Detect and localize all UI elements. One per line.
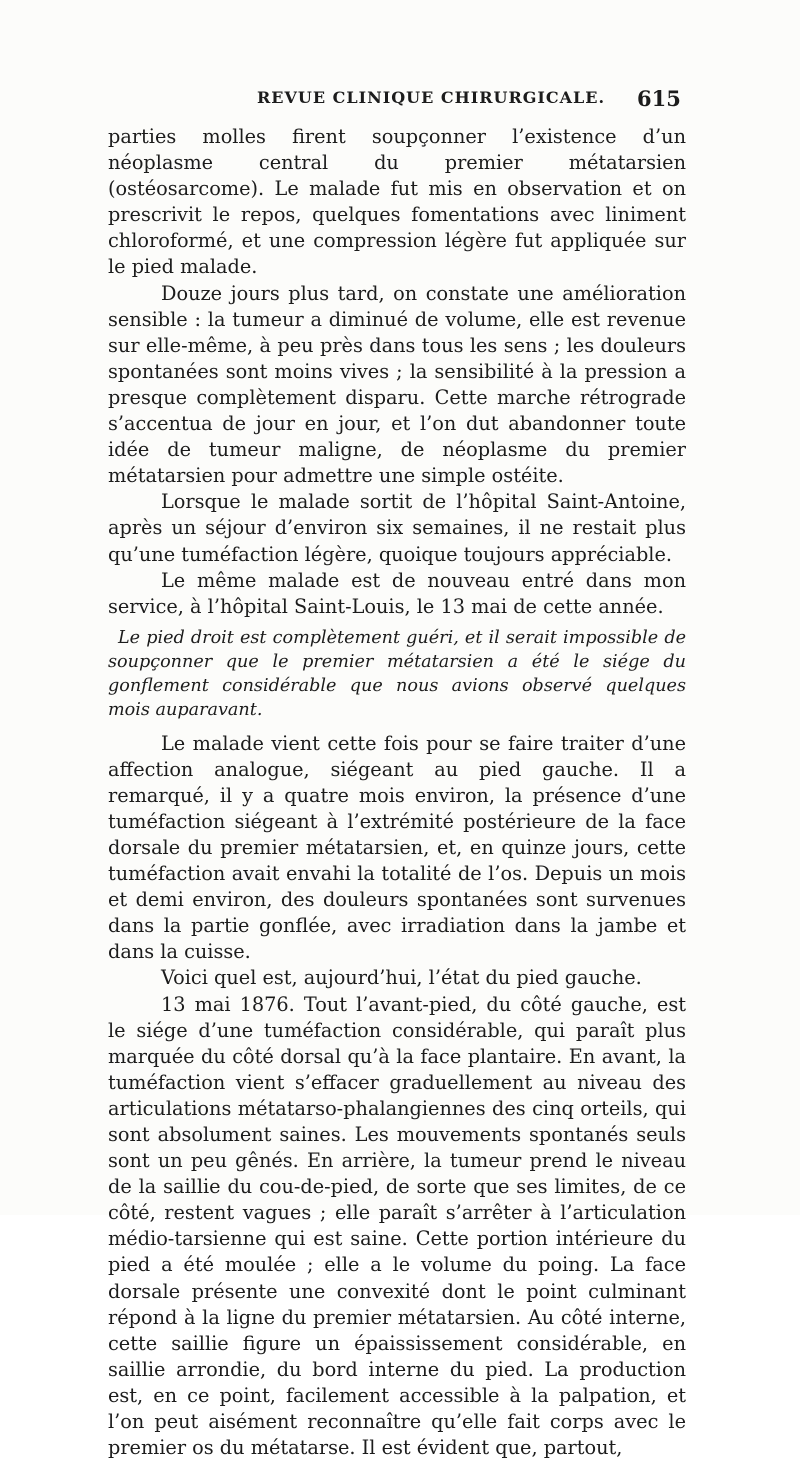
page-number: 615 [637, 86, 681, 111]
paragraph-italic-note: Le pied droit est complètement guéri, et il serait impossible de soupçonner que le premier métatarsien a été le siége du gonflement considérable que nous avions observé quelques mois auparavant. [108, 627, 686, 721]
paragraph-13-mai: 13 mai 1876. Tout l’avant-pied, du côté gauche, est le siége d’une tuméfaction considérable, qui paraît plus marquée du côté dorsal qu’à la face plantaire. En avant, la tuméfaction vient s’effacer graduellement au niveau des articulations métatarso-phalangiennes des cinq orteils, qui sont absolument saines. Les mouvements spontanés seuls sont un peu gênés. En arrière, la tumeur prend le niveau de la saillie du cou-de-pied, de sorte que ses limites, de ce côté, restent vagues ; elle paraît s’arrêter à l’articulation médio-tarsienne qui est saine. Cette portion intérieure du pied a été moulée ; elle a le volume du poing. La face dorsale présente une convexité dont le point culminant répond à la ligne du premier métatarsien. Au côté interne, cette saillie figure un épaississement considérable, en saillie arrondie, du bord interne du pied. La production est, en ce point, facilement accessible à la palpation, et l’on peut aisément reconnaître qu’elle fait corps avec le premier os du métatarse. Il est évident que, partout, [108, 992, 686, 1460]
running-title: REVUE CLINIQUE CHIRURGICALE. [257, 88, 606, 107]
paragraph-le-meme-malade: Le même malade est de nouveau entré dans mon service, à l’hôpital Saint-Louis, le 13 mai de cette année. [108, 568, 686, 618]
paragraph-voici: Voici quel est, aujourd’hui, l’état du pied gauche. [161, 966, 642, 990]
paragraph-le-malade-vient: Le malade vient cette fois pour se faire traiter d’une affection analogue, siégeant au pied gauche. Il a remarqué, il y a quatre mois environ, la présence d’une tuméfaction siégeant à l’extrémité postérieure de la face dorsale du premier métatarsien, et, en quinze jours, cette tuméfaction avait envahi la totalité de l’os. Depuis un mois et demi environ, des douleurs spontanées sont survenues dans la partie gonflée, avec irradiation dans la jambe et dans la cuisse. [108, 731, 686, 964]
paragraph-continuation: parties molles firent soupçonner l’existence d’un néoplasme central du premier métatarsien (ostéosarcome). Le malade fut mis en observation et on prescrivit le repos, quelques fomentations avec liniment chloroformé, et une compression légère fut appliquée sur le pied malade. [108, 125, 686, 279]
page-header [0, 88, 800, 114]
paragraph-douze-jours: Douze jours plus tard, on constate une amélioration sensible : la tumeur a diminué de volume, elle est revenue sur elle-même, à peu près dans tous les sens ; les douleurs spontanées sont moins vives ; la sensibilité à la pression a presque complètement disparu. Cette marche rétrograde s’accentua de jour en jour, et l’on dut abandonner toute idée de tumeur maligne, de néoplasme du premier métatarsien pour admettre une simple ostéite. [108, 281, 686, 488]
paragraph-lorsque: Lorsque le malade sortit de l’hôpital Saint-Antoine, après un séjour d’environ six semaines, il ne restait plus qu’une tuméfaction légère, quoique toujours appréciable. [108, 490, 686, 566]
body-text [108, 124, 686, 1461]
